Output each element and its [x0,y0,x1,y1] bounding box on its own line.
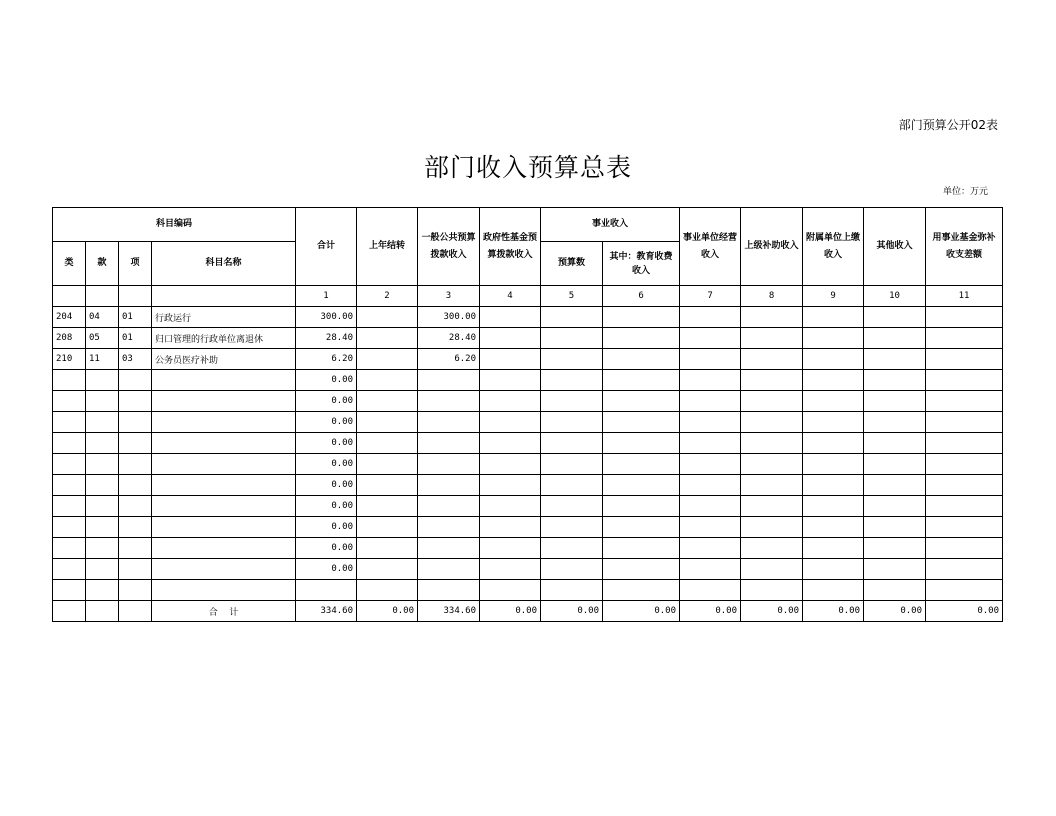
cell-empty [480,454,541,475]
cell-general-budget: 300.00 [418,307,480,328]
cell-empty [680,475,741,496]
cell-empty [680,559,741,580]
cell-empty [541,391,603,412]
cell-empty [603,412,680,433]
cell-subject-name [152,412,296,433]
cell-carryover [357,412,418,433]
cell-empty [803,307,864,328]
cell-lei [53,370,86,391]
cell-carryover [357,559,418,580]
cell-empty [541,496,603,517]
cell-empty [864,391,926,412]
cell-xiang [119,433,152,454]
cell-total: 0.00 [296,412,357,433]
column-number: 3 [418,286,480,307]
header-operating-income: 事业单位经营收入 [680,208,741,286]
cell-subject-name: 行政运行 [152,307,296,328]
cell-general-budget [418,454,480,475]
cell-empty [480,496,541,517]
cell-kuan [86,412,119,433]
cell-empty [741,475,803,496]
cell-carryover [357,475,418,496]
cell-empty [480,433,541,454]
cell-subject-name [152,559,296,580]
cell-subject-name [152,538,296,559]
cell-empty [741,391,803,412]
cell-empty [864,559,926,580]
cell-empty [741,559,803,580]
cell-carryover [357,391,418,412]
cell-total: 28.40 [296,328,357,349]
header-edu-fee: 其中：教育收费收入 [603,242,680,286]
cell-empty [480,349,541,370]
column-number: 7 [680,286,741,307]
table-row [53,517,1003,538]
cell-total: 6.20 [296,349,357,370]
cell-total: 0.00 [296,517,357,538]
header-subject-code: 科目编码 [53,208,296,242]
cell-xiang: 01 [119,328,152,349]
table-totals [53,601,1003,622]
cell-general-budget: 6.20 [418,349,480,370]
cell-empty [741,349,803,370]
totals-value: 0.00 [603,601,680,622]
cell-carryover [357,307,418,328]
form-number: 部门预算公开02表 [898,118,998,132]
cell-general-budget [418,496,480,517]
unit-label: 单位：万元 [942,187,988,197]
cell-xiang [119,538,152,559]
cell-empty [541,370,603,391]
cell-kuan [86,475,119,496]
cell-empty [926,412,1003,433]
cell-lei [53,391,86,412]
cell-empty [541,538,603,559]
cell-empty [741,454,803,475]
cell-empty [803,454,864,475]
header-total: 合计 [296,208,357,286]
header-general-budget: 一般公共预算拨款收入 [418,208,480,286]
cell-empty [741,580,803,601]
header-lei: 类 [53,242,86,286]
cell-empty [803,580,864,601]
cell-general-budget [418,391,480,412]
cell-subject-name [152,475,296,496]
cell-empty [680,433,741,454]
cell-empty [864,538,926,559]
header-carryover: 上年结转 [357,208,418,286]
table-row [53,433,1003,454]
cell-lei: 210 [53,349,86,370]
cell-empty [864,307,926,328]
cell-empty [864,349,926,370]
header-other-income: 其他收入 [864,208,926,286]
table-row [53,349,1003,370]
cell-general-budget [418,433,480,454]
table-row [53,580,1003,601]
cell-total: 0.00 [296,538,357,559]
header-budget-count: 预算数 [541,242,603,286]
cell-subject-name [152,391,296,412]
totals-row [53,601,1003,622]
table-row [53,412,1003,433]
header-gov-fund: 政府性基金预算拨款收入 [480,208,541,286]
table-body [53,307,1003,601]
column-number-row [53,286,1003,307]
column-number: 10 [864,286,926,307]
cell-empty [741,538,803,559]
cell-lei [53,580,86,601]
cell-lei [53,412,86,433]
table-row [53,475,1003,496]
cell-empty [926,370,1003,391]
totals-value: 0.00 [926,601,1003,622]
cell-empty [603,496,680,517]
blank-cell [152,286,296,307]
cell-general-budget [418,475,480,496]
blank-cell [119,601,152,622]
cell-kuan: 05 [86,328,119,349]
column-number-row [53,286,1003,307]
cell-subject-name: 公务员医疗补助 [152,349,296,370]
cell-empty [680,454,741,475]
cell-subject-name [152,433,296,454]
totals-value: 0.00 [541,601,603,622]
cell-lei: 208 [53,328,86,349]
cell-empty [926,307,1003,328]
totals-value: 0.00 [480,601,541,622]
cell-kuan [86,391,119,412]
cell-empty [603,349,680,370]
cell-empty [680,496,741,517]
cell-empty [803,391,864,412]
column-number: 4 [480,286,541,307]
cell-empty [603,517,680,538]
cell-kuan [86,370,119,391]
cell-empty [541,559,603,580]
cell-empty [680,391,741,412]
cell-carryover [357,433,418,454]
header-xiang: 项 [119,242,152,286]
cell-empty [603,454,680,475]
cell-empty [541,475,603,496]
table-row [53,391,1003,412]
cell-empty [926,559,1003,580]
cell-kuan: 11 [86,349,119,370]
cell-empty [926,496,1003,517]
header-fund-offset: 用事业基金弥补收支差额 [926,208,1003,286]
cell-carryover [357,580,418,601]
cell-empty [541,517,603,538]
cell-xiang: 03 [119,349,152,370]
cell-carryover [357,496,418,517]
cell-empty [541,433,603,454]
cell-lei [53,475,86,496]
cell-carryover [357,328,418,349]
totals-label: 合 计 [152,601,296,622]
cell-empty [480,370,541,391]
cell-kuan [86,580,119,601]
table-row [53,559,1003,580]
header-superior-subsidy: 上级补助收入 [741,208,803,286]
cell-kuan: 04 [86,307,119,328]
table-row [53,454,1003,475]
cell-xiang: 01 [119,307,152,328]
cell-empty [541,307,603,328]
cell-empty [741,370,803,391]
cell-general-budget [418,412,480,433]
table-row [53,538,1003,559]
header-subject-name: 科目名称 [152,242,296,286]
cell-empty [541,454,603,475]
cell-lei [53,538,86,559]
cell-empty [541,412,603,433]
blank-cell [86,601,119,622]
cell-general-budget [418,559,480,580]
cell-empty [480,559,541,580]
cell-empty [926,328,1003,349]
income-budget-table [52,207,1003,622]
cell-empty [603,580,680,601]
cell-lei [53,559,86,580]
cell-empty [480,475,541,496]
cell-empty [926,475,1003,496]
cell-subject-name [152,496,296,517]
cell-empty [603,559,680,580]
cell-empty [741,412,803,433]
cell-empty [803,433,864,454]
cell-empty [603,391,680,412]
totals-value: 0.00 [680,601,741,622]
header-career-income: 事业收入 [541,208,680,242]
cell-empty [480,580,541,601]
column-number: 1 [296,286,357,307]
cell-kuan [86,433,119,454]
table-header [53,208,1003,286]
totals-value: 0.00 [357,601,418,622]
cell-empty [926,517,1003,538]
cell-total [296,580,357,601]
cell-empty [680,580,741,601]
header-affiliated-remit: 附属单位上缴收入 [803,208,864,286]
cell-total: 0.00 [296,496,357,517]
cell-empty [603,328,680,349]
totals-value: 0.00 [803,601,864,622]
blank-cell [53,286,86,307]
cell-empty [864,496,926,517]
cell-empty [926,580,1003,601]
cell-general-budget: 28.40 [418,328,480,349]
cell-empty [541,349,603,370]
cell-empty [603,538,680,559]
cell-empty [803,412,864,433]
cell-empty [680,349,741,370]
cell-empty [603,307,680,328]
cell-empty [480,328,541,349]
cell-lei [53,433,86,454]
table-row [53,496,1003,517]
cell-empty [864,454,926,475]
cell-carryover [357,454,418,475]
cell-total: 0.00 [296,391,357,412]
cell-kuan [86,454,119,475]
cell-empty [864,370,926,391]
cell-empty [803,328,864,349]
cell-carryover [357,370,418,391]
cell-total: 0.00 [296,454,357,475]
cell-empty [541,328,603,349]
cell-xiang [119,370,152,391]
cell-empty [680,328,741,349]
cell-subject-name [152,454,296,475]
totals-value: 334.60 [418,601,480,622]
cell-xiang [119,559,152,580]
totals-value: 0.00 [741,601,803,622]
cell-xiang [119,475,152,496]
column-number: 9 [803,286,864,307]
cell-empty [864,328,926,349]
column-number: 8 [741,286,803,307]
cell-total: 0.00 [296,433,357,454]
table-row [53,370,1003,391]
cell-empty [680,370,741,391]
cell-general-budget [418,538,480,559]
cell-empty [480,412,541,433]
cell-empty [864,580,926,601]
cell-subject-name: 归口管理的行政单位离退休 [152,328,296,349]
cell-general-budget [418,580,480,601]
cell-empty [541,580,603,601]
cell-xiang [119,391,152,412]
table-row [53,328,1003,349]
cell-xiang [119,454,152,475]
cell-empty [803,559,864,580]
page-title: 部门收入预算总表 [423,153,632,182]
cell-subject-name [152,517,296,538]
cell-xiang [119,580,152,601]
cell-empty [741,496,803,517]
cell-empty [480,391,541,412]
cell-kuan [86,517,119,538]
totals-value: 334.60 [296,601,357,622]
cell-empty [603,475,680,496]
cell-empty [864,433,926,454]
blank-cell [86,286,119,307]
cell-lei [53,496,86,517]
cell-empty [926,538,1003,559]
cell-lei [53,454,86,475]
cell-lei [53,517,86,538]
cell-subject-name [152,370,296,391]
cell-empty [926,391,1003,412]
cell-empty [680,412,741,433]
blank-cell [53,601,86,622]
cell-kuan [86,538,119,559]
cell-total: 0.00 [296,559,357,580]
cell-kuan [86,559,119,580]
cell-empty [864,517,926,538]
cell-lei: 204 [53,307,86,328]
cell-xiang [119,412,152,433]
cell-empty [803,475,864,496]
cell-empty [864,412,926,433]
cell-empty [603,370,680,391]
cell-empty [803,349,864,370]
cell-empty [741,517,803,538]
column-number: 5 [541,286,603,307]
cell-empty [480,517,541,538]
column-number: 2 [357,286,418,307]
cell-empty [603,433,680,454]
cell-total: 0.00 [296,370,357,391]
table-row [53,307,1003,328]
cell-carryover [357,538,418,559]
cell-empty [741,433,803,454]
cell-kuan [86,496,119,517]
cell-empty [926,349,1003,370]
cell-empty [926,433,1003,454]
cell-carryover [357,349,418,370]
cell-empty [803,517,864,538]
cell-empty [680,538,741,559]
cell-empty [803,370,864,391]
blank-cell [119,286,152,307]
cell-general-budget [418,370,480,391]
cell-empty [803,496,864,517]
cell-empty [741,307,803,328]
cell-empty [741,328,803,349]
header-kuan: 款 [86,242,119,286]
cell-empty [480,307,541,328]
cell-empty [480,538,541,559]
cell-xiang [119,496,152,517]
cell-xiang [119,517,152,538]
cell-total: 0.00 [296,475,357,496]
cell-empty [680,307,741,328]
cell-carryover [357,517,418,538]
column-number: 6 [603,286,680,307]
totals-value: 0.00 [864,601,926,622]
cell-empty [680,517,741,538]
cell-empty [803,538,864,559]
cell-empty [926,454,1003,475]
cell-empty [864,475,926,496]
cell-subject-name [152,580,296,601]
cell-total: 300.00 [296,307,357,328]
column-number: 11 [926,286,1003,307]
cell-general-budget [418,517,480,538]
